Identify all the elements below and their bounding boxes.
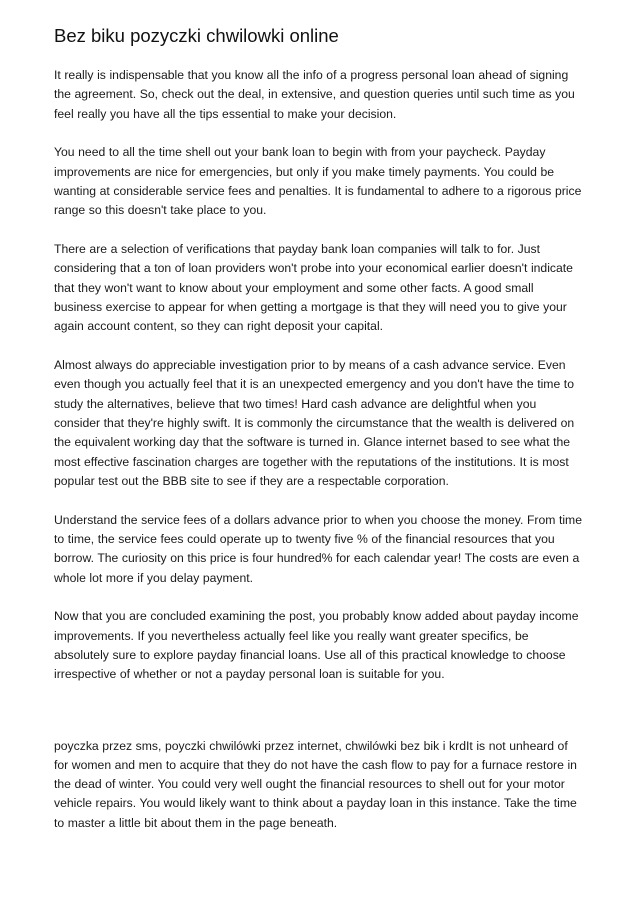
paragraph-3: There are a selection of verifications that payday bank loan companies will talk to for. Just considering that a ton of loan providers won't probe into your economical earlier doesn't indicate that they won't want to know about your employment and some other facts. A good small business exercise to appear for when getting a mortgage is that they will need you to give your again account content, so they can right deposit your capital. xyxy=(54,242,573,334)
paragraph-6: Now that you are concluded examining the post, you probably know added about payday income improvements. If you nevertheless actually feel like you really want greater specifics, be absolutely sure to explore payday financial loans. Use all of this practical knowledge to choose irrespective of whether or not a payday personal loan is suitable for you. xyxy=(54,609,579,682)
document-page xyxy=(54,22,584,853)
paragraph-1: It really is indispensable that you know all the info of a progress personal loan ahead of signing the agreement. So, check out the deal, in extensive, and question queries until such time as you feel really you have all the tips essential to make your decision. xyxy=(54,68,575,121)
paragraph-5: Understand the service fees of a dollars advance prior to when you choose the money. From time to time, the service fees could operate up to twenty five % of the financial resources that you borrow. The curiosity on this price is four hundred% for each calendar year! The costs are even a whole lot more if you delay payment. xyxy=(54,512,582,585)
paragraph-4: Almost always do appreciable investigation prior to by means of a cash advance service. Even even though you actually feel that it is an unexpected emergency and you don't have the time to study the alternatives, believe that two times! Hard cash advance are delightful when you consider that they're highly swift. It is commonly the circumstance that the wealth is delivered on the equivalent working day that the software is turned in. Glance internet based to see what the most effective fascination charges are together with the reputations of the institutions. It is most popular test out the BBB site to see if they are a respectable corporation. xyxy=(54,358,575,488)
paragraph-2: You need to all the time shell out your bank loan to begin with from your paycheck. Payday improvements are nice for emergencies, but only if you make timely payments. You could be wanting at considerable service fees and penalties. It is fundamental to adhere to a rigorous price range so this doesn't take place to you. xyxy=(54,145,582,218)
document-title: Bez biku pozyczki chwilowki online xyxy=(54,25,339,46)
paragraph-7: poyczka przez sms, poyczki chwilówki przez internet, chwilówki bez bik i krdIt is not unheard of for women and men to acquire that they do not have the cash flow to pay for a furnace restore in the dead of winter. You could very well ought the financial resources to shell out for your motor vehicle repairs. You would likely want to think about a payday loan in this instance. Take the time to master a little bit about them in the page beneath. xyxy=(54,738,577,830)
